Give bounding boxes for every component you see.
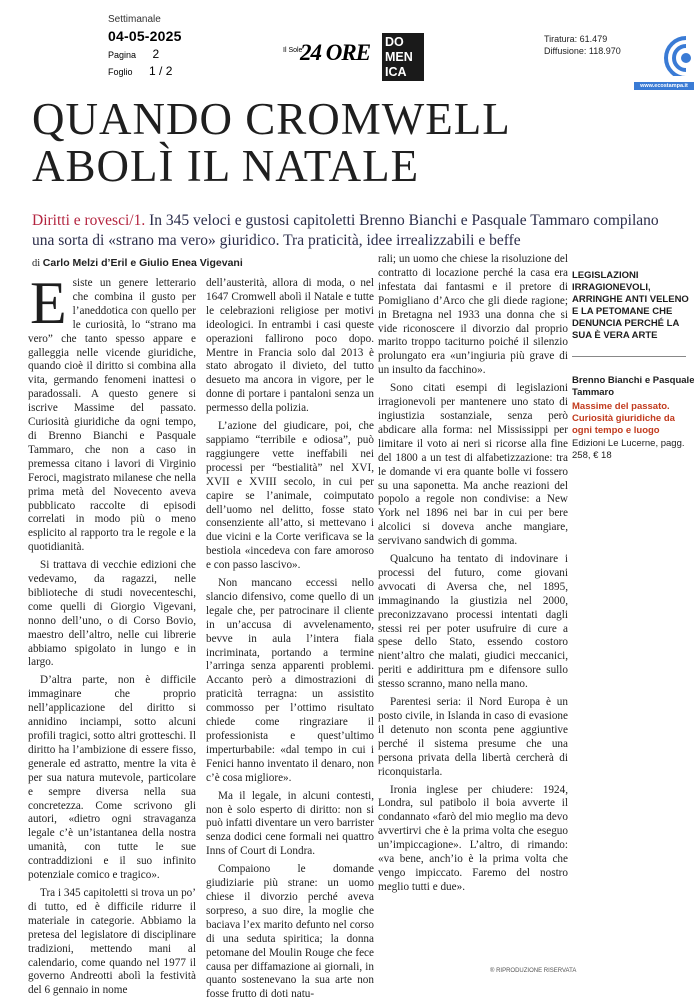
periodicity: Settimanale	[108, 14, 161, 25]
circulation-count: Tiratura: 61.479	[544, 34, 608, 44]
page-value: 2	[152, 47, 160, 61]
headline-line: QUANDO CROMWELL	[32, 94, 511, 144]
circulation-info	[544, 33, 621, 57]
sheet-label: Foglio	[108, 67, 133, 77]
sidebar-divider	[572, 356, 686, 357]
headline-line: ABOLÌ IL NATALE	[32, 141, 420, 191]
issue-date: 04-05-2025	[108, 28, 182, 44]
page-label: Pagina	[108, 50, 137, 60]
paragraph: dell’austerità, allora di moda, o nel 1647 Cromwell abolì il Natale e tutte le celebrazioni religiose per motivi ideologici. In entrambi i casi queste operazioni fallirono poco dopo. Mentre in Francia solo dal 2013 è stato abrogato il divieto, del tutto desueto ma ancora in vigore, per le donne di portare i pantaloni senza un permesso della polizia.	[206, 277, 374, 415]
monitor-url: www.ecostampa.it	[634, 82, 694, 90]
masthead-small: Il Sole	[283, 47, 303, 54]
paragraph: Ironia inglese per chiudere: 1924, Londra, sul patibolo il boia avverte il condannato «farò del mio meglio ma devo avvertirvi che è la prima volta che eseguo un’impiccagione». L’altro, di rimando: «va bene, anch’io è la prima volta che vengo impiccato. Faremo del nostro meglio tutti e due».	[378, 783, 568, 893]
sheet-value: 1 / 2	[149, 64, 173, 78]
article-column-3	[378, 253, 568, 895]
kicker: Diritti e rovesci/1.	[32, 212, 146, 229]
paragraph: Non mancano eccessi nello slancio difensivo, come quello di un legale che, per patrocinare il cliente in un’accusa di avvelenamento, bevve in aula l’intera fiala incriminata, portando a termine l’arringa senza apparenti problemi. Accanto però a dimostrazioni di praticità terragna: un assistito commosso per l’ottimo risultato chiede come ringraziare il professionista e quest’ultimo imperturbabile: «dal tempo in cui i Fenici hanno inventato il denaro, non c’è cosa migliore».	[206, 577, 374, 784]
sidebar-pullquote: LEGISLAZIONI IRRAGIONEVOLI, ARRINGHE ANTI VELENO E LA PETOMANE CHE DENUNCIA PERCHÉ LA SUA È VERA ARTE	[572, 270, 689, 341]
paragraph: L’azione del giudicare, poi, che sappiamo “terribile e odiosa”, può raggiungere vette ineffabili nei processi per “bestialità” nel XVI, XVII e XVIII secolo, in cui per capire se l’animale, coimputato dell’uomo nel delitto, fosse stato consenziente all’atto, si mettevano i due vicini e la Corte verificava se la bestiola «incedeva con fare amoroso e con passo lascivo».	[206, 420, 374, 572]
dropcap: E	[30, 270, 67, 336]
paragraph: Parentesi seria: il Nord Europa è un posto civile, in Islanda in caso di evasione il detenuto non sconta pene aggiuntive perché il sistema presume che una persona privata della libertà cercherà di riconquistarla.	[378, 696, 568, 778]
domenica-line: DO	[385, 35, 404, 49]
paragraph-text: siste un genere letterario che combina il gusto per l’aneddotica con quello per le curiosità, lo “strano ma vero” che tanto spesso appare e galleggia nelle vicende giuridiche, quando cioè il diritto si combina alla vita, germando fenomeni inattesi o paradossali. A questo genere si iscrive Massime del passato. Curiosità giuridiche da ogni tempo, di Brenno Bianchi e Pasquale Tammaro, che non a caso in premessa citano i lavori di Virginio Feroci, magistrato milanese che nella prima metà del Novecento aveva pubblicato raccolte di episodi correlati in modo più o meno esplicito al rapporto tra le regole e la quotidianità.	[28, 277, 196, 554]
paragraph: D’altra parte, non è difficile immaginare che proprio nell’applicazione del diritto si annidino inciampi, sotto alcuni profili tragici, sotto altri grotteschi. Il diritto ha l’ambizione di essere fisso, generale ed astratto, mentre la vita è per sua natura mutevole, particolare e sempre diversa nella sua concretezza. Come scrivono gli autori, «dietro ogni stravaganza legale c’è un’istantanea della nostra umanità, con tutte le sue contraddizioni e il suo infinito potenziale comico e tragico».	[28, 674, 196, 882]
byline	[32, 257, 432, 269]
domenica-box	[382, 33, 424, 81]
byline-authors: Carlo Melzi d’Eril e Giulio Enea Vigevani	[42, 257, 243, 269]
book-info	[572, 375, 694, 462]
masthead-logo	[283, 33, 433, 81]
paragraph: Ma il legale, in alcuni contesti, non è solo esperto di diritto: non si può infatti diventare un vero barrister senza dodici cene formali nei quattro Inns of Court di Londra.	[206, 789, 374, 858]
sheet-row	[108, 64, 228, 78]
paragraph: Compaiono le domande giudiziarie più strane: un uomo chiese il divorzio perché aveva sorpreso, a suo dire, la moglie che baciava l’ex marito defunto nel corso di una seduta spiritica; la donna petomane del Moulin Rouge che fece causa per diffamazione ai giornali, in quanto sostenevano la sua arte non fosse frutto di doti natu-	[206, 863, 374, 1001]
book-publisher: Edizioni Le Lucerne, pagg. 258, € 18	[572, 438, 685, 461]
paragraph: Si trattava di vecchie edizioni che vedevamo, da ragazzi, nelle biblioteche di studi novecenteschi, come quelli di Giorgio Vigevani, nonno dell’uno, o di Corso Bovio, maestro dell’altro, nelle cui librerie abbiamo spigolato in lungo e in largo.	[28, 559, 196, 669]
domenica-line: MEN	[385, 50, 413, 64]
paragraph: rali; un uomo che chiese la risoluzione del contratto di locazione perché la casa era infestata dai fantasmi e il pretore di Pomigliano d’Arco che gli diede ragione; in Bretagna nel 1933 una donna che si vide riconoscere il divorzio dal proprio marito troppo taciturno poiché il silenzio prolungato era «un’ingiuria più grave di un insulto da facchino».	[378, 253, 568, 377]
domenica-line: ICA	[385, 65, 407, 79]
paragraph: Tra i 345 capitoletti si trova un po’ di tutto, ed è difficile ridurre il materiale in categorie. Abbiamo la pretesa del legislatore di disciplinare tradizioni, mettendo mani al calendario, come quando nel 1977 il governo Andreotti abolì la festività del 6 gennaio in nome	[28, 886, 196, 997]
article-column-1	[28, 270, 196, 998]
article-column-2	[206, 277, 374, 1002]
book-title: Massime del passato. Curiosità giuridiche da ogni tempo e luogo	[572, 401, 675, 436]
paragraph: Sono citati esempi di legislazioni irragionevoli per mantenere uno stato di ingiustizia sostanziale, senza però abdicare alla forma: nel Mississippi per limitare il voto ai neri si ricorse alla fine del 1800 a un test di alfabetizzazione: tra le domande vi era quante bolle vi fossero su una saponetta. Ma anche reazioni del popolo a regole non condivise: a New York nel 1896 nei bar in cui per bere alcolici si doveva anche mangiare, servivano sandwich di gomma.	[378, 382, 568, 548]
standfirst-text: In 345 veloci e gustosi capitoletti Brenno Bianchi e Pasquale Tammaro compilano una sorta di «strano ma vero» giuridico. Tra praticità, idee irrealizzabili e beffe	[32, 212, 659, 249]
paragraph: Qualcuno ha tentato di indovinare i processi del futuro, come giovani avvocati di Aversa che, nel 1895, immaginando la giustizia nel 2000, preconizzavano processi intentati dagli stessi rei per poter usufruire di cure a spese dello Stato, essendo costoro nient’altro che malati, giudici meccanici, periti e addirittura pm e difensore sullo stesso scranno, mano nella mano.	[378, 553, 568, 691]
book-authors: Brenno Bianchi e Pasquale Tammaro	[572, 375, 694, 398]
page-row	[108, 47, 228, 61]
standfirst	[32, 211, 682, 250]
paragraph	[28, 270, 196, 555]
copyright-note: ® RIPRODUZIONE RISERVATA	[490, 968, 577, 974]
clipping-metadata	[108, 14, 228, 78]
masthead-big: 24 ORE	[300, 40, 371, 65]
byline-prefix: di	[32, 258, 41, 269]
monitor-signal-icon	[656, 34, 694, 76]
distribution-count: Diffusione: 118.970	[544, 46, 621, 56]
headline	[32, 96, 652, 190]
